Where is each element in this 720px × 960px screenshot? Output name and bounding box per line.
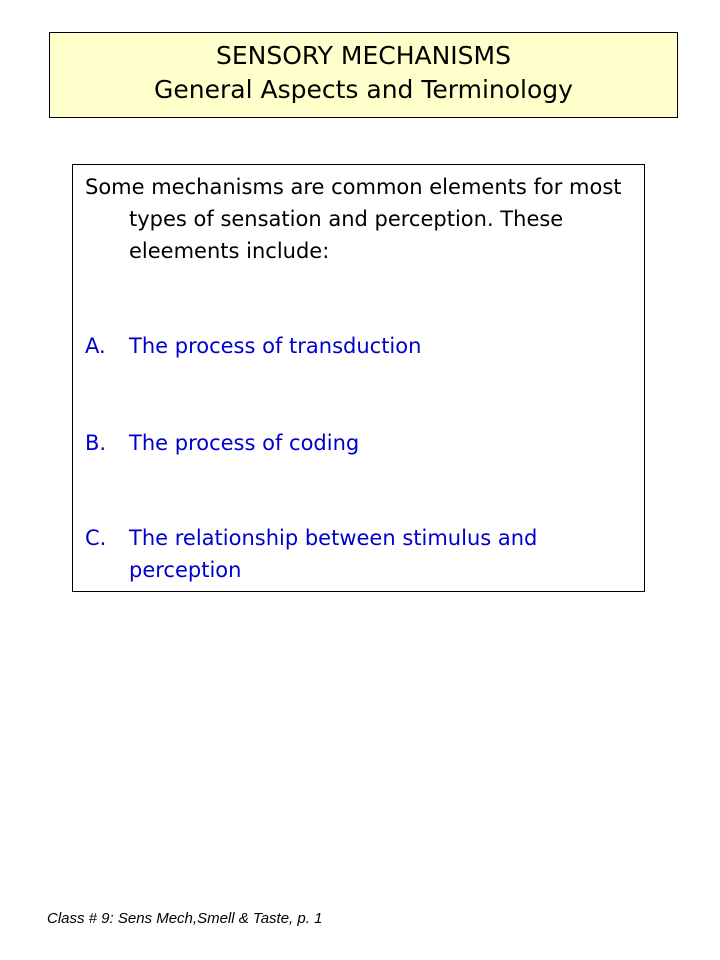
list-item-c bbox=[85, 522, 633, 586]
list-item-b bbox=[85, 427, 633, 459]
list-item-a bbox=[85, 330, 633, 362]
list-item-text: The process of transduction bbox=[129, 334, 422, 358]
title-box bbox=[49, 32, 678, 118]
page-footer: Class # 9: Sens Mech,Smell & Taste, p. 1 bbox=[47, 910, 323, 927]
list-item-letter: A. bbox=[85, 334, 106, 358]
list-item-letter: B. bbox=[85, 431, 107, 455]
list-item-text: The process of coding bbox=[129, 431, 360, 455]
list-item-letter: C. bbox=[85, 526, 107, 550]
list-item-text: The relationship between stimulus and perception bbox=[129, 526, 538, 582]
title-subtitle: General Aspects and Terminology bbox=[154, 75, 573, 104]
content-box bbox=[72, 164, 645, 592]
title-main: SENSORY MECHANISMS bbox=[215, 41, 511, 70]
intro-text: Some mechanisms are common elements for most types of sensation and perception. These eleements include: bbox=[85, 175, 622, 263]
